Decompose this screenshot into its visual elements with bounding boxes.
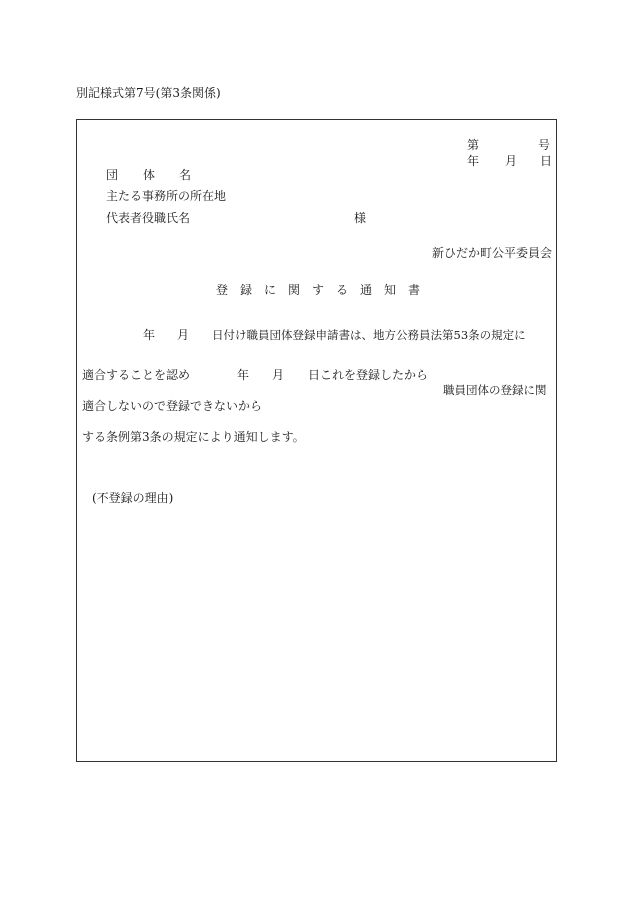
reason-label: (不登録の理由) xyxy=(92,491,174,505)
title-char-7: 通 xyxy=(360,283,373,297)
org-name-label-char-3: 名 xyxy=(179,168,192,182)
body-line2-year: 年 xyxy=(237,368,250,382)
title-char-9: 書 xyxy=(408,283,421,297)
title-char-1: 登 xyxy=(216,283,229,297)
title-char-3: に xyxy=(264,283,277,297)
office-address-label: 主たる事務所の所在地 xyxy=(106,189,227,203)
org-name-label xyxy=(106,168,191,182)
body-line2-lead: 適合することを認め xyxy=(82,368,191,382)
title-char-6: る xyxy=(336,283,349,297)
document-title xyxy=(216,283,420,297)
body-line1-month: 月 xyxy=(177,328,190,342)
body-line3-alternative: 適合しないので登録できないから xyxy=(82,399,263,413)
body-line2-right: 職員団体の登録に関 xyxy=(443,383,547,397)
document-number-suffix: 号 xyxy=(538,138,551,152)
org-name-label-char-2: 体 xyxy=(143,168,156,182)
form-label: 別記様式第7号(第3条関係) xyxy=(76,86,221,100)
title-char-8: 知 xyxy=(384,283,397,297)
date-year-label: 年 xyxy=(467,154,480,168)
title-char-5: す xyxy=(312,283,325,297)
title-char-2: 録 xyxy=(240,283,253,297)
issuer-name: 新ひだか町公平委員会 xyxy=(432,246,553,260)
org-name-label-char-1: 団 xyxy=(106,168,119,182)
body-line1-year: 年 xyxy=(143,328,156,342)
body-line2-tail: 日これを登録したから xyxy=(308,368,429,382)
honorific: 様 xyxy=(354,211,367,225)
body-line2-month: 月 xyxy=(272,368,285,382)
date-day-label: 日 xyxy=(540,154,553,168)
title-char-4: 関 xyxy=(288,283,301,297)
document-number-prefix: 第 xyxy=(467,138,480,152)
body-line4: する条例第3条の規定により通知します。 xyxy=(82,430,305,444)
representative-label: 代表者役職氏名 xyxy=(106,211,191,225)
date-month-label: 月 xyxy=(505,154,518,168)
body-line1-text: 日付け職員団体登録申請書は、地方公務員法第53条の規定に xyxy=(212,328,526,342)
